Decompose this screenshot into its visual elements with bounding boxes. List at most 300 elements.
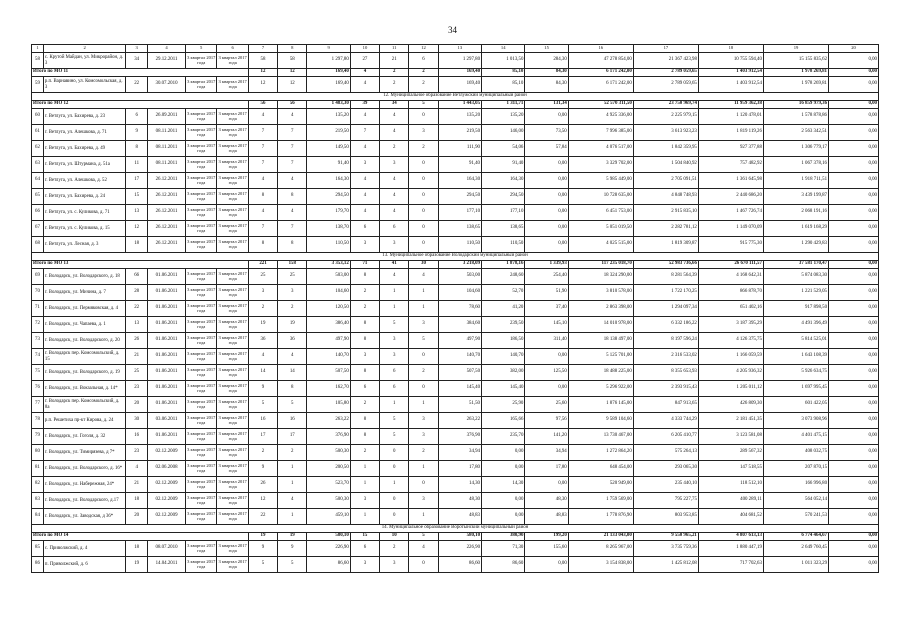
- table-cell: 5 874 083,30: [763, 269, 828, 285]
- table-cell: 118 512,10: [698, 477, 763, 493]
- table-cell: 6 332 186,22: [633, 317, 698, 333]
- quarter-cell: 3 квартал 2017 года: [217, 237, 248, 253]
- table-cell: 97,56: [525, 413, 568, 429]
- table-cell: 1 619 168,29: [763, 221, 828, 237]
- subtotal-row: [32, 69, 879, 77]
- table-cell: 5: [380, 317, 409, 333]
- table-cell: 179,70: [307, 205, 350, 221]
- table-cell: 6: [380, 365, 409, 381]
- table-cell: 26: [248, 477, 277, 493]
- subtotal-value: 37 581 170,47: [763, 261, 828, 269]
- table-cell: 4 168 642,31: [698, 269, 763, 285]
- table-cell: 3: [248, 285, 277, 301]
- table-cell: 376,90: [438, 429, 481, 445]
- table-row: [32, 477, 879, 493]
- table-cell: 1 880 447,19: [698, 541, 763, 557]
- table-cell: 0,00: [829, 349, 879, 365]
- subtotal-value: 2: [380, 69, 409, 77]
- table-cell: 110,50: [482, 237, 525, 253]
- table-cell: 1 403 912,54: [698, 77, 763, 93]
- quarter-cell: 3 квартал 2017 года: [217, 53, 248, 69]
- row-number: 71: [32, 301, 44, 317]
- table-cell: 3: [380, 237, 409, 253]
- table-cell: 1 221 529,05: [763, 285, 828, 301]
- table-cell: 8: [350, 429, 379, 445]
- table-cell: 5: [409, 333, 438, 349]
- quarter-cell: 3 квартал 2017 года: [185, 189, 216, 205]
- quarter-cell: 3 квартал 2017 года: [185, 221, 216, 237]
- table-cell: 4: [278, 109, 307, 125]
- table-cell: 85,10: [482, 77, 525, 93]
- table-cell: 1 361 645,98: [698, 173, 763, 189]
- column-number: 12: [409, 45, 438, 53]
- table-cell: 284,30: [525, 53, 568, 69]
- table-cell: 4: [248, 349, 277, 365]
- table-cell: 104,60: [307, 285, 350, 301]
- table-cell: 2: [409, 445, 438, 461]
- table-cell: 1 067 378,16: [763, 157, 828, 173]
- address-cell: г. Володарск, ул. Тимирязева, д 7*: [43, 445, 125, 461]
- table-cell: 7: [350, 125, 379, 141]
- table-cell: 6: [126, 109, 148, 125]
- table-cell: 30: [126, 413, 148, 429]
- table-cell: 8: [248, 237, 277, 253]
- table-cell: 3: [380, 333, 409, 349]
- table-cell: 311,40: [525, 333, 568, 349]
- table-cell: 13: [126, 205, 148, 221]
- subtotal-value: 131,34: [525, 101, 568, 109]
- date-cell: 03.06.2011: [148, 413, 186, 429]
- table-cell: 927 377,88: [698, 141, 763, 157]
- subtotal-value: 3 353,12: [307, 261, 350, 269]
- table-cell: 0,00: [525, 221, 568, 237]
- row-number: 61: [32, 125, 44, 141]
- table-cell: 0,00: [482, 509, 525, 525]
- table-cell: 0,00: [829, 381, 879, 397]
- address-cell: г. Ветлуга, ул. Бахирева, д. 23: [43, 109, 125, 125]
- table-cell: 5: [278, 557, 307, 573]
- table-cell: 3: [350, 157, 379, 173]
- subtotal-value: 19: [278, 533, 307, 541]
- column-number: 14: [482, 45, 525, 53]
- table-cell: 2: [380, 541, 409, 557]
- table-cell: 0,00: [482, 461, 525, 477]
- page-number: 34: [448, 25, 457, 35]
- table-cell: 1 425 812,08: [633, 557, 698, 573]
- subtotal-row: [32, 101, 879, 109]
- table-cell: 12: [248, 493, 277, 509]
- table-cell: 36: [278, 333, 307, 349]
- table-row: [32, 349, 879, 365]
- table-cell: 1: [350, 477, 379, 493]
- table-cell: 54,06: [482, 141, 525, 157]
- table-cell: 1: [278, 477, 307, 493]
- table-cell: 7: [248, 157, 277, 173]
- table-cell: 17,80: [525, 461, 568, 477]
- date-cell: 26.12.2011: [148, 205, 186, 221]
- subtotal-value: 0,00: [829, 261, 879, 269]
- table-cell: 164,30: [438, 173, 481, 189]
- table-cell: 6 451 753,00: [568, 205, 633, 221]
- table-cell: 503,00: [438, 269, 481, 285]
- table-row: [32, 317, 879, 333]
- table-cell: 0,00: [525, 205, 568, 221]
- table-cell: 226,90: [307, 541, 350, 557]
- date-cell: 26.09.2011: [148, 109, 186, 125]
- row-number: 63: [32, 157, 44, 173]
- table-cell: 0,00: [829, 301, 879, 317]
- table-cell: 4 925 336,00: [568, 109, 633, 125]
- table-cell: 0,00: [829, 237, 879, 253]
- table-cell: 1 306 779,17: [763, 141, 828, 157]
- table-cell: 5 985 449,00: [568, 173, 633, 189]
- table-cell: 4: [409, 269, 438, 285]
- table-cell: 648 454,00: [568, 461, 633, 477]
- table-cell: 6: [409, 53, 438, 69]
- table-cell: 503,00: [307, 269, 350, 285]
- section-title: 14. Муниципальное образование Воротынский муниципальный район: [32, 525, 879, 533]
- subtotal-value: 10: [380, 533, 409, 541]
- table-cell: 1: [380, 285, 409, 301]
- table-cell: 91,40: [307, 157, 350, 173]
- subtotal-value: 12: [278, 69, 307, 77]
- quarter-cell: 3 квартал 2017 года: [217, 477, 248, 493]
- table-cell: 0: [380, 493, 409, 509]
- table-cell: 263,22: [438, 413, 481, 429]
- quarter-cell: 3 квартал 2017 года: [217, 173, 248, 189]
- table-cell: 294,50: [482, 189, 525, 205]
- row-number: 81: [32, 461, 44, 477]
- table-cell: 37,40: [525, 301, 568, 317]
- table-cell: 8 265 967,00: [568, 541, 633, 557]
- table-cell: 18: [126, 237, 148, 253]
- table-cell: 4: [248, 109, 277, 125]
- table-cell: 4: [409, 541, 438, 557]
- table-row: [32, 461, 879, 477]
- table-row: [32, 77, 879, 93]
- table-cell: 4: [350, 141, 379, 157]
- table-cell: 18: [126, 493, 148, 509]
- row-number: 64: [32, 173, 44, 189]
- subtotal-label: Итого по МО 13: [32, 261, 249, 269]
- quarter-cell: 3 квартал 2017 года: [217, 333, 248, 349]
- table-cell: 1 819 119,26: [698, 125, 763, 141]
- table-cell: 19: [278, 317, 307, 333]
- address-cell: г. Володарск пер. Комсомольский, д. 8а: [43, 397, 125, 413]
- table-cell: 86,60: [438, 557, 481, 573]
- column-number: 10: [350, 45, 379, 53]
- table-cell: 8 197 596,24: [633, 333, 698, 349]
- address-cell: г. Ветлуга, ул. Штурмана, д. 51а: [43, 157, 125, 173]
- date-cell: 01.06.2011: [148, 381, 186, 397]
- table-cell: 1 013,50: [482, 53, 525, 69]
- table-cell: 0,00: [525, 381, 568, 397]
- subtotal-value: 4: [350, 69, 379, 77]
- table-cell: 0,00: [525, 173, 568, 189]
- table-cell: 91,40: [482, 157, 525, 173]
- address-cell: с. Приволжский, д. 4: [43, 541, 125, 557]
- table-cell: 0,00: [829, 189, 879, 205]
- table-cell: 0,00: [525, 477, 568, 493]
- table-cell: 18: [126, 541, 148, 557]
- row-number: 75: [32, 365, 44, 381]
- row-number: 66: [32, 205, 44, 221]
- subtotal-value: 16 859 979,36: [763, 101, 828, 109]
- row-number: 79: [32, 429, 44, 445]
- table-cell: 48,83: [438, 509, 481, 525]
- table-cell: 169,40: [307, 77, 350, 93]
- subtotal-value: 1 403 912,54: [698, 69, 763, 77]
- table-cell: 86,60: [307, 557, 350, 573]
- table-cell: 34: [126, 53, 148, 69]
- subtotal-value: 0,00: [829, 69, 879, 77]
- table-cell: 0,00: [482, 445, 525, 461]
- table-cell: 9: [278, 541, 307, 557]
- table-cell: 14: [248, 365, 277, 381]
- table-cell: 3: [409, 429, 438, 445]
- table-cell: 20: [126, 397, 148, 413]
- table-cell: 6: [380, 221, 409, 237]
- table-cell: 426 809,30: [698, 397, 763, 413]
- date-cell: 01.06.2011: [148, 365, 186, 381]
- table-cell: 36: [248, 333, 277, 349]
- table-cell: 146,00: [482, 125, 525, 141]
- table-cell: 4 076 517,00: [568, 141, 633, 157]
- column-number: 8: [278, 45, 307, 53]
- table-cell: 1 759 569,00: [568, 493, 633, 509]
- table-cell: 0: [409, 557, 438, 573]
- address-cell: г. Володарск пер. Комсомольский, д. 15: [43, 349, 125, 365]
- table-cell: 84,30: [525, 77, 568, 93]
- table-cell: 169,40: [438, 77, 481, 93]
- table-cell: 5: [380, 429, 409, 445]
- table-cell: 1 722 170,25: [633, 285, 698, 301]
- section-heading-row: [32, 253, 879, 261]
- table-cell: 4: [380, 205, 409, 221]
- table-cell: 2 282 781,12: [633, 221, 698, 237]
- subtotal-value: 52 983 736,66: [633, 261, 698, 269]
- table-cell: 7: [278, 157, 307, 173]
- table-cell: 2: [278, 301, 307, 317]
- table-cell: 293 065,30: [633, 461, 698, 477]
- table-cell: 570 241,53: [763, 509, 828, 525]
- quarter-cell: 3 квартал 2017 года: [185, 125, 216, 141]
- table-cell: 3: [350, 493, 379, 509]
- subtotal-value: 84,30: [525, 69, 568, 77]
- address-cell: г. Володарск, ул. Заводская, д 36*: [43, 509, 125, 525]
- date-cell: 02.06.2008: [148, 461, 186, 477]
- table-cell: 16: [278, 413, 307, 429]
- table-cell: 149,50: [307, 141, 350, 157]
- table-cell: 0,00: [829, 285, 879, 301]
- table-cell: 110,50: [307, 237, 350, 253]
- table-cell: 145,40: [438, 381, 481, 397]
- table-cell: 4 205 936,32: [698, 365, 763, 381]
- row-number: 72: [32, 317, 44, 333]
- row-number: 59: [32, 77, 44, 93]
- table-cell: 294,50: [307, 189, 350, 205]
- table-cell: 18 324 290,00: [568, 269, 633, 285]
- table-cell: 1: [380, 301, 409, 317]
- table-cell: 5: [248, 557, 277, 573]
- table-cell: 155,60: [525, 541, 568, 557]
- table-cell: 5: [380, 413, 409, 429]
- table-cell: 382,00: [482, 365, 525, 381]
- subtotal-value: 23 750 969,74: [633, 101, 698, 109]
- table-cell: 28: [126, 285, 148, 301]
- table-cell: 34,94: [438, 445, 481, 461]
- table-cell: 8 281 564,39: [633, 269, 698, 285]
- table-cell: 15: [126, 189, 148, 205]
- subtotal-value: 4 807 613,13: [698, 533, 763, 541]
- table-cell: 3: [409, 413, 438, 429]
- quarter-cell: 3 квартал 2017 года: [217, 269, 248, 285]
- table-cell: 5 926 634,75: [763, 365, 828, 381]
- subtotal-value: 3 218,09: [438, 261, 481, 269]
- subtotal-value: 6 171 242,00: [568, 69, 633, 77]
- table-cell: 1 297,80: [307, 53, 350, 69]
- table-cell: 18 138 497,00: [568, 333, 633, 349]
- date-cell: 26.12.2011: [148, 189, 186, 205]
- quarter-cell: 3 квартал 2017 года: [185, 317, 216, 333]
- table-row: [32, 413, 879, 429]
- row-number: 74: [32, 349, 44, 365]
- quarter-cell: 3 квартал 2017 года: [185, 333, 216, 349]
- table-cell: 1 876 145,00: [568, 397, 633, 413]
- table-cell: 52,70: [482, 285, 525, 301]
- subtotal-value: 85,10: [482, 69, 525, 77]
- table-cell: 5 296 922,00: [568, 381, 633, 397]
- table-cell: 0,00: [482, 493, 525, 509]
- quarter-cell: 3 квартал 2017 года: [217, 445, 248, 461]
- table-cell: 2: [409, 77, 438, 93]
- subtotal-value: 30: [409, 261, 438, 269]
- table-cell: 0,00: [829, 77, 879, 93]
- table-cell: 0,00: [829, 269, 879, 285]
- table-cell: 145,10: [525, 317, 568, 333]
- table-cell: 3 154 838,00: [568, 557, 633, 573]
- date-cell: 01.06.2011: [148, 333, 186, 349]
- table-cell: 3: [350, 349, 379, 365]
- table-cell: 58: [278, 53, 307, 69]
- table-cell: 2: [248, 301, 277, 317]
- address-cell: г. Володарск, ул. Пермяковская, д. 4: [43, 301, 125, 317]
- table-cell: 3: [380, 157, 409, 173]
- table-cell: 0,00: [829, 333, 879, 349]
- row-number: 80: [32, 445, 44, 461]
- quarter-cell: 3 квартал 2017 года: [185, 205, 216, 221]
- table-cell: 15 155 835,62: [763, 53, 828, 69]
- table-row: [32, 397, 879, 413]
- table-cell: 165,66: [482, 413, 525, 429]
- table-cell: 1: [350, 461, 379, 477]
- column-number: 15: [525, 45, 568, 53]
- table-cell: 16: [126, 429, 148, 445]
- table-cell: 25: [126, 365, 148, 381]
- table-cell: 1 842 359,95: [633, 141, 698, 157]
- table-cell: 3: [350, 557, 379, 573]
- table-cell: 12: [126, 221, 148, 237]
- table-cell: 8: [278, 237, 307, 253]
- table-cell: 25: [248, 269, 277, 285]
- table-cell: 0,00: [829, 397, 879, 413]
- table-cell: 7: [278, 125, 307, 141]
- table-cell: 4: [278, 173, 307, 189]
- table-cell: 866 878,70: [698, 285, 763, 301]
- table-cell: 27: [350, 53, 379, 69]
- table-cell: 2: [278, 445, 307, 461]
- table-cell: 9 589 104,60: [568, 413, 633, 429]
- table-cell: 0,00: [829, 445, 879, 461]
- table-row: [32, 509, 879, 525]
- table-cell: 135,20: [438, 109, 481, 125]
- table-cell: 3 329 702,00: [568, 157, 633, 173]
- table-cell: 8: [248, 189, 277, 205]
- column-number: 20: [829, 45, 879, 53]
- subtotal-value: 0,00: [829, 533, 879, 541]
- table-cell: 7: [248, 125, 277, 141]
- table-cell: 200,50: [307, 461, 350, 477]
- table-cell: 1: [409, 461, 438, 477]
- table-cell: 3: [409, 317, 438, 333]
- address-cell: г. Володарск, ул. Набережная, 24*: [43, 477, 125, 493]
- table-cell: 0: [409, 189, 438, 205]
- table-cell: 177,10: [482, 205, 525, 221]
- subtotal-value: 580,10: [307, 533, 350, 541]
- subtotal-value: 56: [248, 101, 277, 109]
- table-cell: 0: [409, 349, 438, 365]
- table-cell: 3: [380, 349, 409, 365]
- table-cell: 138,70: [307, 221, 350, 237]
- address-cell: г. Ветлуга, ул. с. Куликова, д. 71: [43, 205, 125, 221]
- table-cell: 4: [350, 109, 379, 125]
- table-row: [32, 381, 879, 397]
- address-cell: г. Ветлуга, ул. Бахирева, д. 24: [43, 189, 125, 205]
- table-cell: 8: [350, 333, 379, 349]
- subtotal-value: 19: [248, 533, 277, 541]
- table-cell: 13: [126, 317, 148, 333]
- address-cell: г. Володарск, ул. Володарского, д. 16*: [43, 461, 125, 477]
- quarter-cell: 3 квартал 2017 года: [185, 285, 216, 301]
- table-cell: 18 488 225,00: [568, 365, 633, 381]
- table-cell: 575 264,13: [633, 445, 698, 461]
- table-cell: 0,00: [829, 461, 879, 477]
- column-number: 18: [698, 45, 763, 53]
- table-cell: 10 755 594,40: [698, 53, 763, 69]
- table-cell: 0,00: [829, 205, 879, 221]
- quarter-cell: 3 квартал 2017 года: [185, 269, 216, 285]
- table-cell: 717 702,63: [698, 557, 763, 573]
- subtotal-value: 26 670 111,57: [698, 261, 763, 269]
- table-cell: 2 789 059,65: [633, 77, 698, 93]
- address-cell: г. Володарск, ул. Володарского, д. 19: [43, 365, 125, 381]
- table-cell: 4 025 515,00: [568, 237, 633, 253]
- address-cell: г. Володарск, ул. Володарского, д. 20: [43, 333, 125, 349]
- table-cell: 0,00: [829, 413, 879, 429]
- subtotal-value: 2: [409, 69, 438, 77]
- table-row: [32, 141, 879, 157]
- table-cell: 2 316 533,02: [633, 349, 698, 365]
- subtotal-value: 158: [278, 261, 307, 269]
- table-cell: 4 333 744,29: [633, 413, 698, 429]
- quarter-cell: 3 квартал 2017 года: [217, 429, 248, 445]
- address-cell: г. Ветлуга, ул. с. Куликова, д. 15: [43, 221, 125, 237]
- table-cell: 26: [126, 333, 148, 349]
- column-number: 16: [568, 45, 633, 53]
- table-cell: 564 052,14: [763, 493, 828, 509]
- date-cell: 01.06.2011: [148, 349, 186, 365]
- subtotal-value: 1 339,93: [525, 261, 568, 269]
